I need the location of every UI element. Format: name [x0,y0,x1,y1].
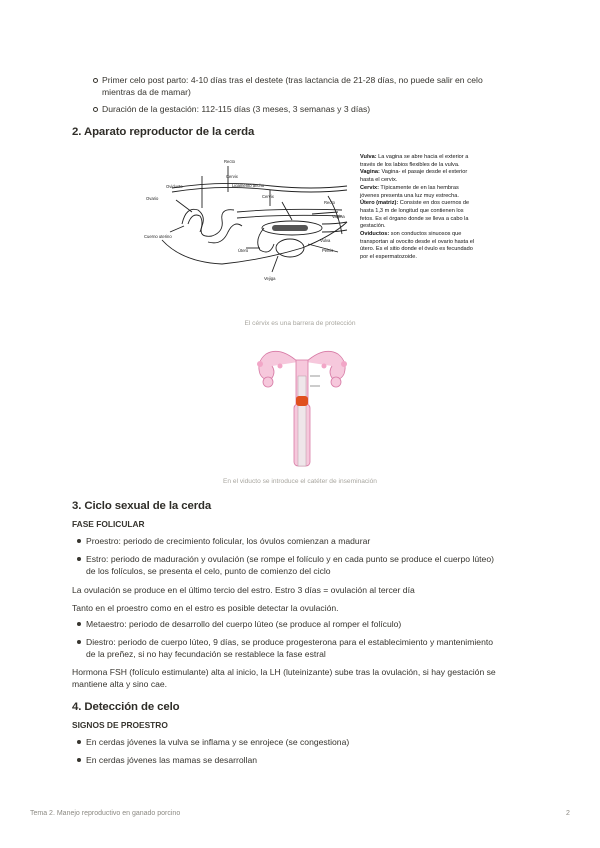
list-item: Primer celo post parto: 4-10 días tras el destete (tras lactancia de 21-28 días, no puede salir en celo mientras da de mamar) [88,74,518,98]
note-item: Vulva: La vagina se abre hacia el exterior a través de los labios flexibles de la vulva. [360,154,469,168]
bullet-icon [77,758,81,762]
label-recto-top: Recto [224,159,235,164]
figure-caption: El cérvix es una barrera de protección [244,320,356,327]
section-heading: 4. Detección de celo [72,701,180,713]
list-item: En cerdas jóvenes las mamas se desarrollan [72,754,532,766]
label-cervix-top: Cervix [226,174,238,179]
figure-caption: En el viducto se introduce el catéter de inseminación [223,478,377,485]
bullet-icon [77,539,81,543]
subheading: FASE FOLICULAR [72,519,145,529]
label-ligamento: Ligamento ancho [232,183,265,188]
bullet-icon [77,622,81,626]
paragraph: Hormona FSH (folículo estimulante) alta al inicio, la LH (luteinizante) sube tras la ovulación, si hay gestación se mantiene alta y sino cae. [72,667,496,689]
footer-title: Tema 2. Manejo reproductivo en ganado porcino [30,810,181,817]
list-item: Proestro: periodo de crecimiento folicular, los óvulos comienzan a madurar [72,535,532,547]
note-item: Vagina: Vagina- el pasaje desde el exterior hasta el cervix. [360,169,468,184]
label-vejiga: Vejiga [264,276,276,281]
subheading: SIGNOS DE PROESTRO [72,720,168,730]
bullet-icon [77,557,81,561]
label-recto: Recto [324,200,335,205]
label-cervix: Cervix [262,194,274,199]
bullet-icon [77,740,81,744]
label-utero: Útero [238,248,249,253]
list-item: Duración de la gestación: 112-115 días (3 meses, 3 semanas y 3 días) [88,103,518,116]
list-item: Metaestro: periodo de desarrollo del cuerpo lúteo (se produce al romper el folículo) [72,618,532,630]
label-vagina: Vagina [332,214,345,219]
list-item: Estro: periodo de maduración y ovulación (se rompe el folículo y en cada punto se produce el cuerpo lúteo) de los folículos, se presenta el celo, punto de comienzo del ciclo [72,553,542,577]
figure-notes [360,154,478,262]
paragraph: La ovulación se produce en el último tercio del estro. Estro 3 días = ovulación al tercer día [72,585,415,595]
page-number: 2 [566,810,570,817]
label-cuerno: Cuerno uterino [144,234,172,239]
note-item: Oviductos: son conductos sinuosos que transportan al ovocito desde el ovario hasta el útero. Es el sitio donde el óvulo es fecundado por el espermatozoide. [360,231,475,261]
list-item: En cerdas jóvenes la vulva se inflama y se enrojece (se congestiona) [72,736,532,748]
label-vulva: Vulva [320,238,331,243]
bullet-icon [77,640,81,644]
hollow-bullet-icon [93,107,98,112]
label-pelvis: Pelvis [322,248,334,253]
label-oviducto: Oviducto [166,184,183,189]
list-item: Diestro: periodo de cuerpo lúteo, 9 días, se produce progesterona para el establecimiento y mantenimiento de la preñez, si no hay fecundación se restablece la fase estral [72,636,542,660]
uterus-catheter-diagram [250,336,354,472]
section-heading: 3. Ciclo sexual de la cerda [72,500,212,512]
note-item: Útero (matriz): Consiste en dos cuernos de hasta 1,3 m de longitud que contienen los fetos. Es el órgano donde se lleva a cabo la gestación. [360,200,470,230]
note-item: Cervix: Típicamente de en las hembras jóvenes presenta una luz muy estrecha. [360,184,459,199]
label-ovario: Ovario [146,196,159,201]
reproductive-tract-side-view-diagram [142,152,358,284]
section-heading: 2. Aparato reproductor de la cerda [72,126,255,138]
paragraph: Tanto en el proestro como en el estro es posible detectar la ovulación. [72,603,339,613]
hollow-bullet-icon [93,78,98,83]
